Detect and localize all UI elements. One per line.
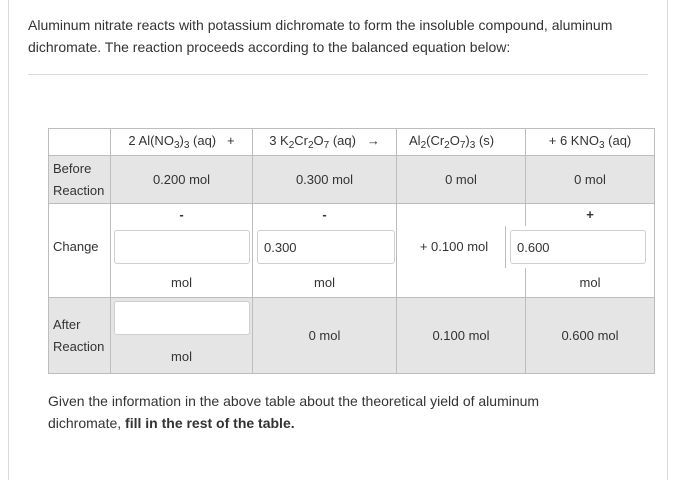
before-alno3: 0.200 mol <box>111 156 253 204</box>
eq-plus-2: + <box>548 133 557 148</box>
before-row <box>49 156 655 204</box>
change-k2cr2o7-field[interactable]: 0.300 <box>257 230 395 264</box>
eq-species-2: 3 $K_2Cr_2O_7$ (aq) → <box>253 129 397 156</box>
intro-divider <box>28 74 648 75</box>
eq-species-1: 2 $Al(NO_3)_3$ (aq) + <box>111 129 253 156</box>
change-kno3-field[interactable]: 0.600 <box>510 230 646 264</box>
change-al2cr2o7: + 0.100 mol <box>397 226 506 268</box>
eq-species-4: + 6 $KNO_3$ (aq) <box>526 129 655 156</box>
after-al2cr2o7: 0.100 mol <box>397 298 526 374</box>
before-label: Before Reaction <box>49 156 111 204</box>
question-text: Given the information in the above table about the theoretical yield of aluminum dichromate, fill in the rest of the table. <box>48 393 540 431</box>
change-sign-alno3: - <box>179 207 184 223</box>
before-kno3: 0 mol <box>526 156 655 204</box>
after-unit-alno3: mol <box>171 349 192 364</box>
after-row <box>49 298 655 374</box>
before-al2cr2o7: 0 mol <box>397 156 526 204</box>
change-sign-row <box>49 204 655 226</box>
after-alno3-input[interactable] <box>114 301 250 335</box>
equation-row <box>49 129 655 156</box>
before-k2cr2o7: 0.300 mol <box>253 156 397 204</box>
eq-plus-1: + <box>226 133 235 148</box>
header-blank <box>49 129 111 156</box>
question-bold: fill in the rest of the table. <box>125 415 295 431</box>
eq-species-3: $Al_2(Cr_2O_7)_3$ (s) <box>397 129 526 156</box>
change-label: Change <box>49 226 111 268</box>
intro-text: Aluminum nitrate reacts with potassium dichromate to form the insoluble compound, aluminum dichromate. The reaction proceeds according to the balanced equation below: <box>28 17 613 55</box>
change-sign-k2cr2o7: - <box>322 207 327 223</box>
after-alno3-cell <box>111 298 253 374</box>
change-alno3-input[interactable] <box>114 230 250 264</box>
change-unit-alno3: mol <box>111 268 253 298</box>
after-kno3: 0.600 mol <box>526 298 655 374</box>
change-unit-k2cr2o7: mol <box>253 268 397 298</box>
reaction-arrow: → <box>366 133 380 148</box>
after-label: After Reaction <box>49 298 111 374</box>
reaction-table <box>48 128 655 374</box>
change-unit-row <box>49 268 655 298</box>
change-sign-kno3: + <box>586 207 594 223</box>
after-k2cr2o7: 0 mol <box>253 298 397 374</box>
change-row <box>49 226 655 268</box>
change-unit-kno3: mol <box>526 268 655 298</box>
